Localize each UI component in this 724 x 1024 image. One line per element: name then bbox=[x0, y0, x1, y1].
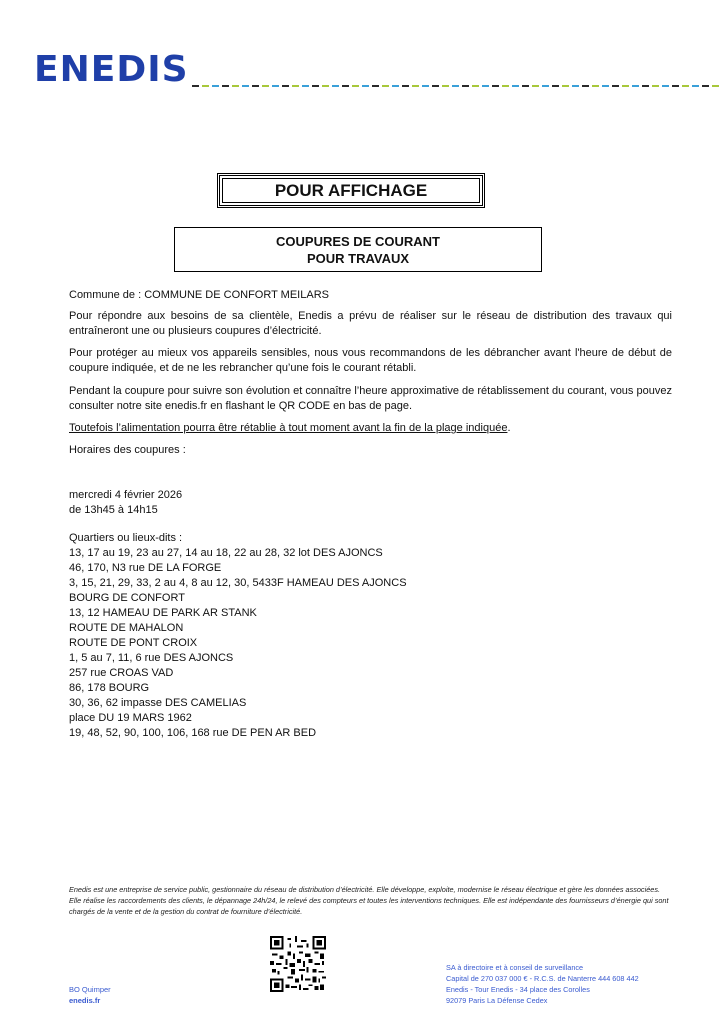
places-label: Quartiers ou lieux-dits : bbox=[69, 532, 183, 544]
place-item: 86, 178 BOURG bbox=[69, 682, 150, 694]
enedis-logo: ENEDIS bbox=[34, 49, 189, 90]
title-box-inner-border bbox=[222, 178, 480, 203]
place-item: 13, 12 HAMEAU DE PARK AR STANK bbox=[69, 607, 257, 619]
place-item: 257 rue CROAS VAD bbox=[69, 667, 174, 679]
notice-line bbox=[69, 421, 511, 436]
qr-code[interactable] bbox=[270, 936, 326, 992]
place-item: 30, 36, 62 impasse DES CAMELIAS bbox=[69, 697, 247, 709]
subtitle-line2: POUR TRAVAUX bbox=[306, 251, 410, 266]
office-name: BO Quimper bbox=[69, 985, 111, 994]
place-item: ROUTE DE MAHALON bbox=[69, 622, 184, 634]
notice-text: Toutefois l’alimentation pourra être rétablie à tout moment avant la fin de la plage indiquée bbox=[69, 422, 508, 434]
place-item: 19, 48, 52, 90, 100, 106, 168 rue DE PEN AR BED bbox=[69, 727, 317, 739]
paragraph-2: Pour protéger au mieux vos appareils sensibles, nous vous recommandons de les débrancher avant l'heure de début de coupure indiquée, et de ne les rebrancher qu’une fois le courant rétabli. bbox=[69, 347, 672, 374]
place-item: 13, 17 au 19, 23 au 27, 14 au 18, 22 au 28, 32 lot DES AJONCS bbox=[69, 547, 383, 559]
company-info-line: Enedis - Tour Enedis - 34 place des Corolles bbox=[446, 985, 590, 994]
paragraph-1: Pour répondre aux besoins de sa clientèle, Enedis a prévu de réaliser sur le réseau de distribution des travaux qui entraîneront une ou plusieurs coupures d’électricité. bbox=[69, 310, 672, 337]
commune-line: Commune de : COMMUNE DE CONFORT MEILARS bbox=[69, 289, 329, 301]
company-info-line: SA à directoire et à conseil de surveillance bbox=[446, 963, 584, 972]
paragraph-3: Pendant la coupure pour suivre son évolution et connaître l’heure approximative de rétablissement du courant, vous pouvez consulter notre site enedis.fr en flashant le QR CODE en bas de page. bbox=[69, 385, 672, 412]
subtitle-line1: COUPURES DE COURANT bbox=[276, 234, 440, 249]
page-title: POUR AFFICHAGE bbox=[274, 180, 428, 200]
place-item: ROUTE DE PONT CROIX bbox=[69, 637, 198, 649]
place-item: BOURG DE CONFORT bbox=[69, 592, 185, 604]
notice-end: . bbox=[507, 422, 511, 434]
outage-time: de 13h45 à 14h15 bbox=[69, 504, 158, 516]
subtitle-box bbox=[174, 227, 542, 272]
place-item: 1, 5 au 7, 11, 6 rue DES AJONCS bbox=[69, 652, 234, 664]
company-info-line: 92079 Paris La Défense Cedex bbox=[446, 996, 548, 1005]
company-info bbox=[446, 962, 639, 1006]
outage-date: mercredi 4 février 2026 bbox=[69, 489, 183, 501]
footer-note: Enedis est une entreprise de service public, gestionnaire du réseau de distribution d’électricité. Elle développe, exploite, modernise le réseau électrique et gère les données associées. Elle réalise les raccordements des clients, le dépannage 24h/24, le relevé des compteurs et toutes les interventions techniques. Elle est indépendante des fournisseurs d’énergie qui sont chargés de la vente et de la gestion du contrat de fourniture d’électricité. bbox=[69, 885, 669, 916]
logo-divider bbox=[192, 85, 720, 87]
office-block bbox=[69, 984, 111, 1006]
company-info-line: Capital de 270 037 000 € - R.C.S. de Nanterre 444 608 442 bbox=[446, 974, 639, 983]
place-item: 46, 170, N3 rue DE LA FORGE bbox=[69, 562, 222, 574]
places-list bbox=[69, 546, 407, 741]
schedule-label: Horaires des coupures : bbox=[69, 444, 186, 456]
title-box bbox=[217, 173, 485, 208]
place-item: 3, 15, 21, 29, 33, 2 au 4, 8 au 12, 30, 5433F HAMEAU DES AJONCS bbox=[69, 577, 407, 589]
website-text: enedis.fr bbox=[69, 996, 101, 1005]
website-link[interactable] bbox=[69, 995, 111, 1006]
place-item: place DU 19 MARS 1962 bbox=[69, 712, 192, 724]
